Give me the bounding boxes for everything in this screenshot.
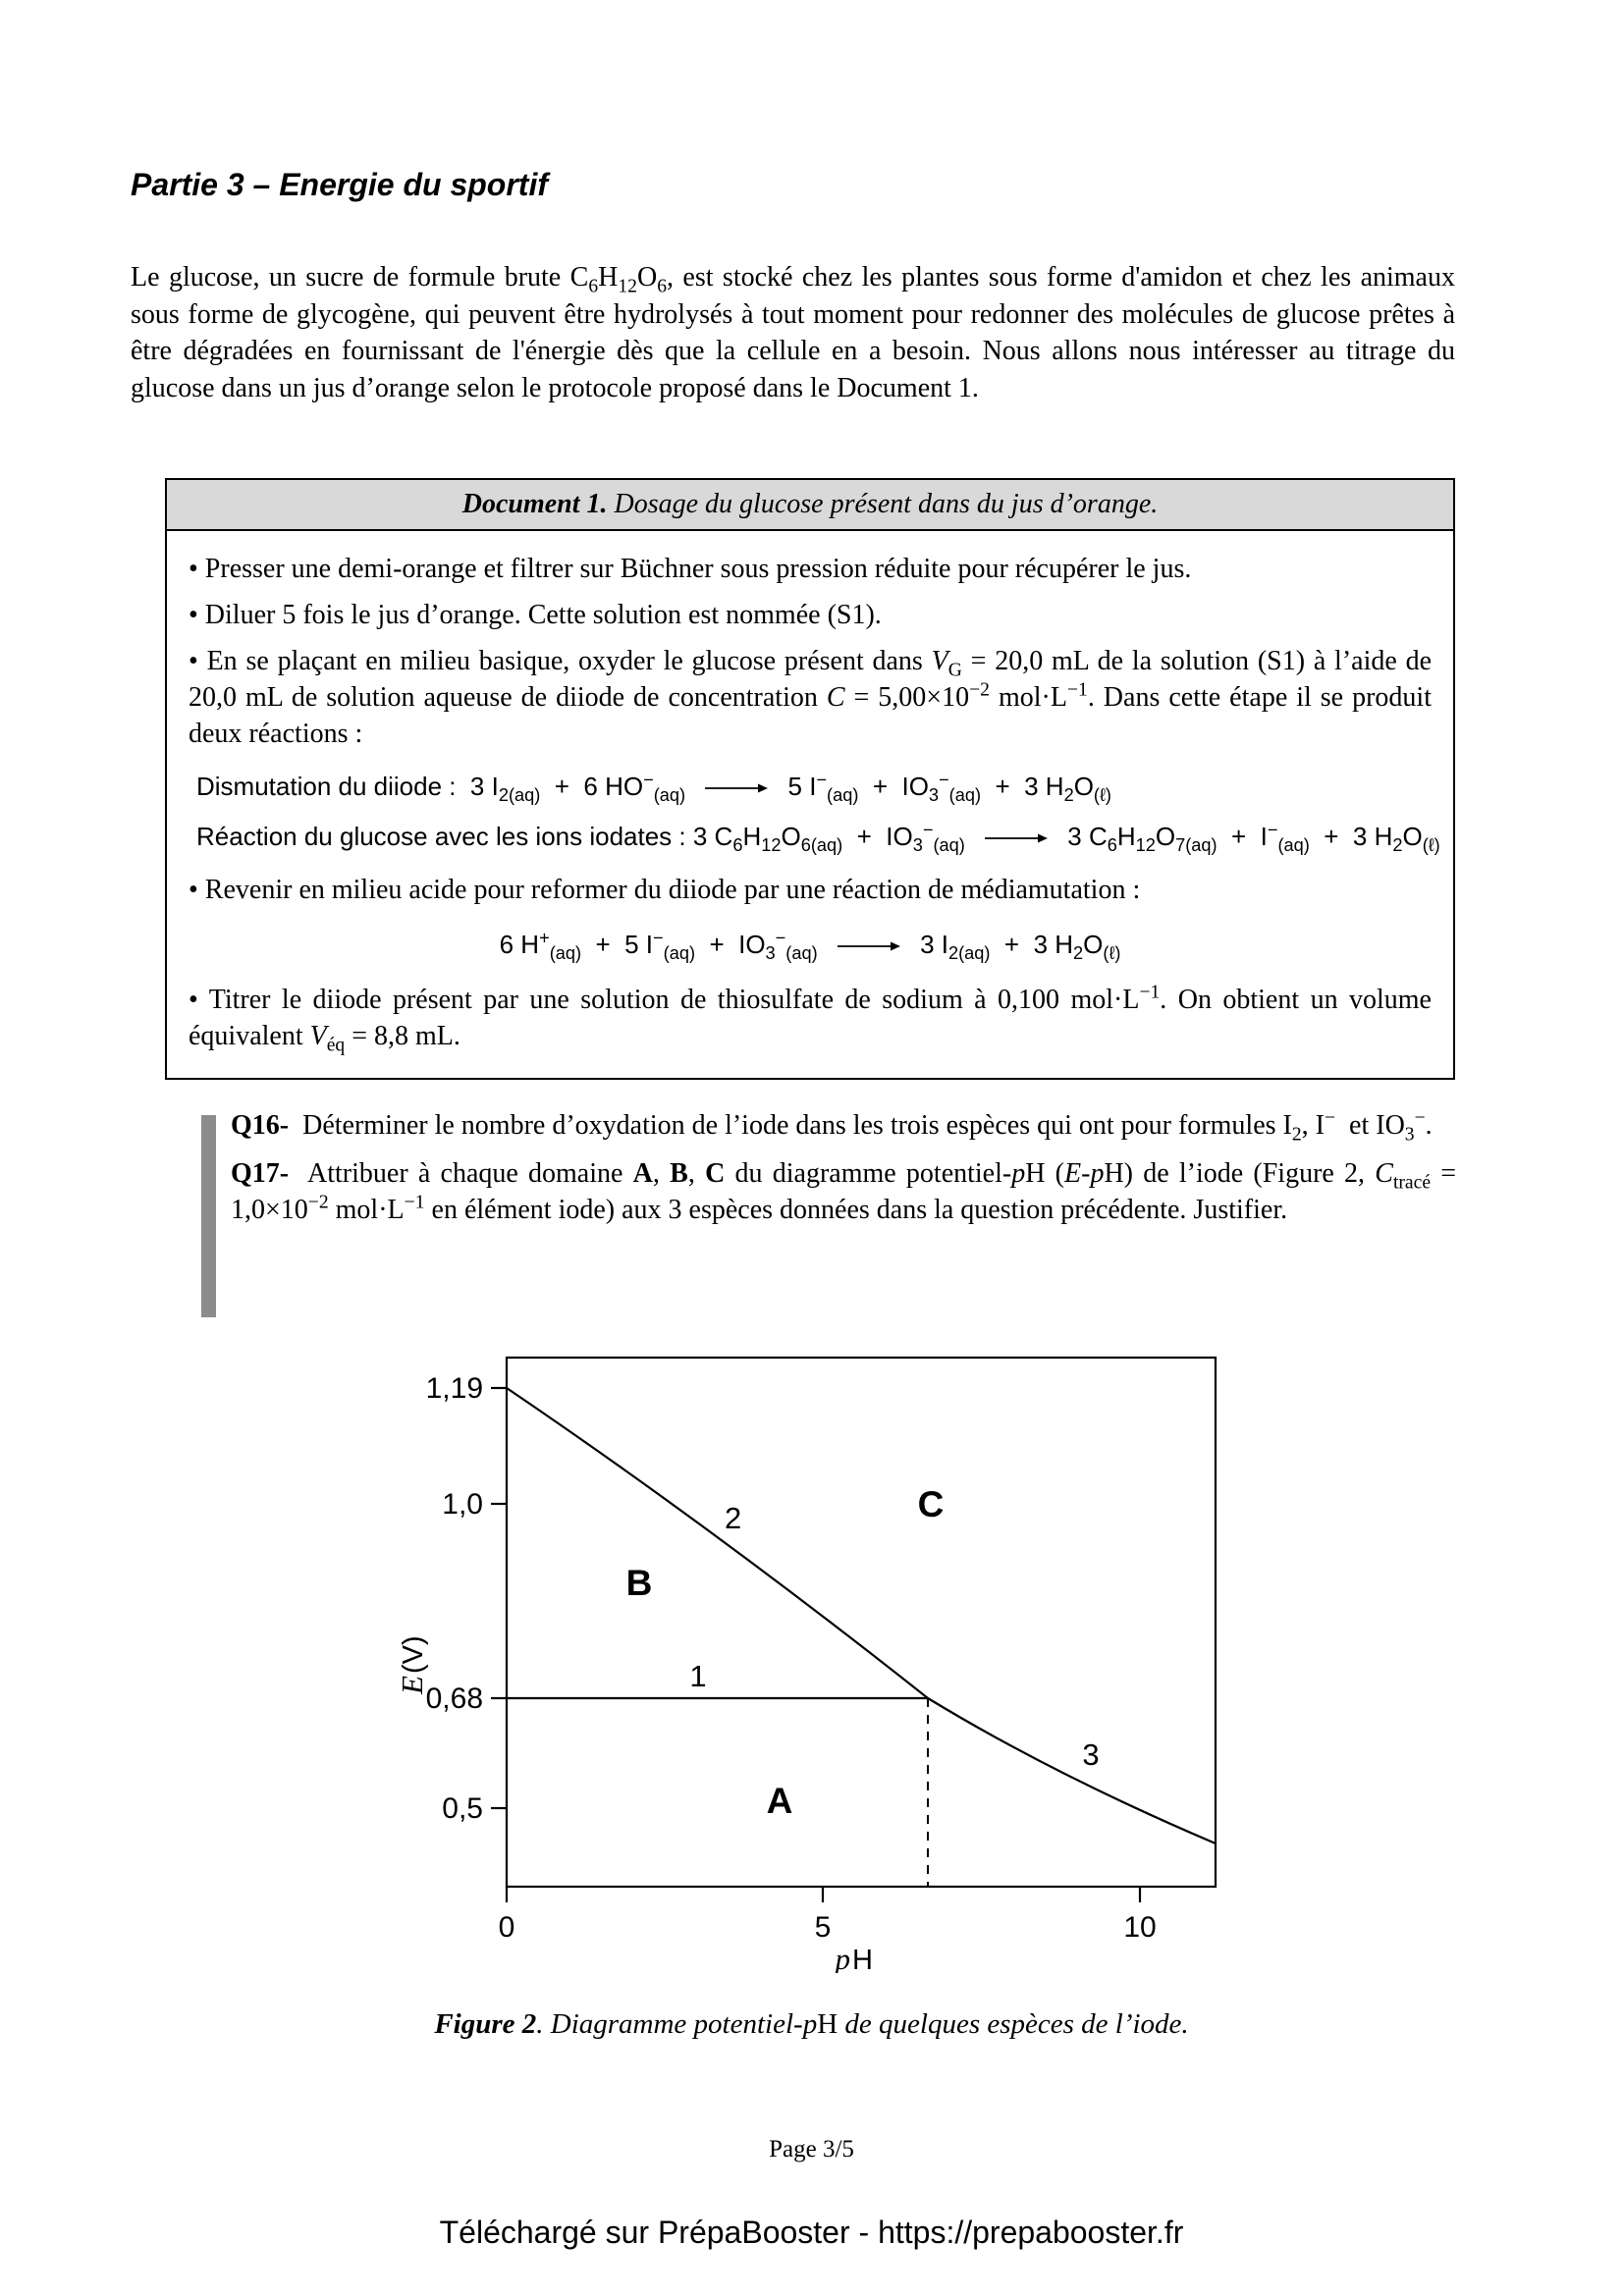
protocol-step-oxidize: • En se plaçant en milieu basique, oxyder le glucose présent dans $V_G = 20,0$ mL de la solution (S1) à l’aide de 20,0 mL de solution aqueuse de diiode de concentration $C = 5,00\times 10^{-2}$ $mol\cdot L^{-1}$. Dans cette étape il se produit deux réactions : — [189, 646, 1432, 749]
y-axis-unit: (V) — [398, 1635, 429, 1674]
document1-label: Document 1. — [461, 489, 608, 519]
x-tick-label-5: 5 — [814, 1911, 832, 1944]
figure-caption-text: . Diagramme potentiel-pH de quelques espèces de l’iode. — [536, 2008, 1189, 2040]
figure-caption — [0, 2008, 1623, 2041]
question-q17: Q17- Attribuer à chaque domaine A, B, C du diagramme potentiel-pH (E-pH) de l’iode (Figure 2, $C_{tracé} = 1,0\times 10^{-2}$ $mol\cdot L^{-1}$ en élément iode) aux 3 espèces données dans la question précédente. Justifier. — [231, 1157, 1457, 1226]
document1-body — [167, 531, 1453, 1078]
protocol-step-acid: • Revenir en milieu acide pour reformer du diiode par une réaction de médiamutation : — [189, 875, 1141, 905]
protocol-step-dilute: • Diluer 5 fois le jus d’orange. Cette solution est nommée (S1). — [189, 600, 882, 630]
e-ph-diagram — [359, 1335, 1263, 1973]
questions-text — [231, 1107, 1456, 1229]
line-label-2: 2 — [725, 1501, 742, 1535]
document1-box — [165, 478, 1455, 1080]
boundary-line-2 — [507, 1388, 928, 1698]
x-axis-unit: H — [852, 1945, 873, 1973]
download-footer: Téléchargé sur PrépaBooster - https://prepabooster.fr — [439, 2215, 1184, 2250]
intro-paragraph: Le glucose, un sucre de formule brute $C_6H_{12}O_6$, est stocké chez les plantes sous forme d'amidon et chez les animaux sous forme de glycogène, qui peuvent être hydrolysés à tout moment pour redonner des molécules de glucose prêtes à être dégradées en fournissant de l'énergie dès que la cellule en a besoin. Nous allons nous intéresser au titrage du glucose dans un jus d’orange selon le protocole proposé dans le Document 1. — [131, 262, 1455, 403]
y-tick-label-1-19: 1,19 — [425, 1372, 483, 1405]
document1-title: Dosage du glucose présent dans du jus d’orange. — [607, 489, 1159, 519]
y-axis-title — [395, 1635, 429, 1695]
x-axis-symbol: p — [835, 1942, 850, 1973]
region-label-b: B — [625, 1563, 653, 1603]
protocol-step-press: • Presser une demi-orange et filtrer sur Büchner sous pression réduite pour récupérer le jus. — [189, 554, 1192, 584]
figure-caption-label: Figure 2 — [434, 2008, 537, 2040]
questions-block — [201, 1107, 1456, 1240]
section-title: Partie 3 – Energie du sportif — [131, 167, 548, 202]
x-tick-label-10: 10 — [1123, 1911, 1157, 1944]
line-label-1: 1 — [689, 1659, 707, 1693]
question-margin-bar — [201, 1115, 216, 1317]
equation-dismutation: Dismutation du diiode : 3 $I_{2(aq)} + 6$ $HO^-_{(aq)}$ 5 $I^-_{(aq)} + IO_3^-_{(aq)} + 3$ $H_2O_{(\ell)}$ — [196, 770, 1111, 806]
figure-2 — [359, 1335, 1263, 1973]
equation-iodate-glucose: Réaction du glucose avec les ions iodates : 3 $C_6H_{12}O_{6(aq)} + IO_3^-_{(aq)}$ 3 $C_6H_{12}O_{7(aq)} + I^-_{(aq)} + 3$ $H_2O_{(\ell)}$ — [196, 820, 1440, 856]
region-label-c: C — [917, 1484, 945, 1524]
y-axis-symbol: E — [395, 1676, 429, 1694]
plot-frame — [507, 1358, 1216, 1887]
protocol-step-titrate: • Titrer le diiode présent par une solution de thiosulfate de sodium à 0,100 $mol\cdot L^{-1}$. On obtient un volume équivalent $V_{éq} = 8,8$ mL. — [189, 982, 1432, 1056]
region-label-a: A — [766, 1781, 793, 1821]
y-tick-label-0-5: 0,5 — [442, 1792, 483, 1825]
document1-header — [167, 480, 1453, 531]
equation-mediamutation: 6 $H^+_{(aq)} + 5$ $I^-_{(aq)} + IO_3^-_{(aq)}$ 3 $I_{2(aq)} + 3$ $H_2O_{(\ell)}$ — [499, 928, 1121, 964]
question-q16: Q16- Déterminer le nombre d’oxydation de l’iode dans les trois espèces qui ont pour formules $I_2$, I− et $IO_3^-$. — [231, 1107, 1433, 1146]
boundary-line-3 — [928, 1698, 1216, 1843]
page-number: Page 3/5 — [769, 2136, 854, 2163]
y-tick-label-1-0: 1,0 — [442, 1488, 483, 1521]
y-tick-label-0-68: 0,68 — [425, 1682, 483, 1715]
x-tick-label-0: 0 — [498, 1911, 515, 1944]
line-label-3: 3 — [1082, 1737, 1100, 1772]
